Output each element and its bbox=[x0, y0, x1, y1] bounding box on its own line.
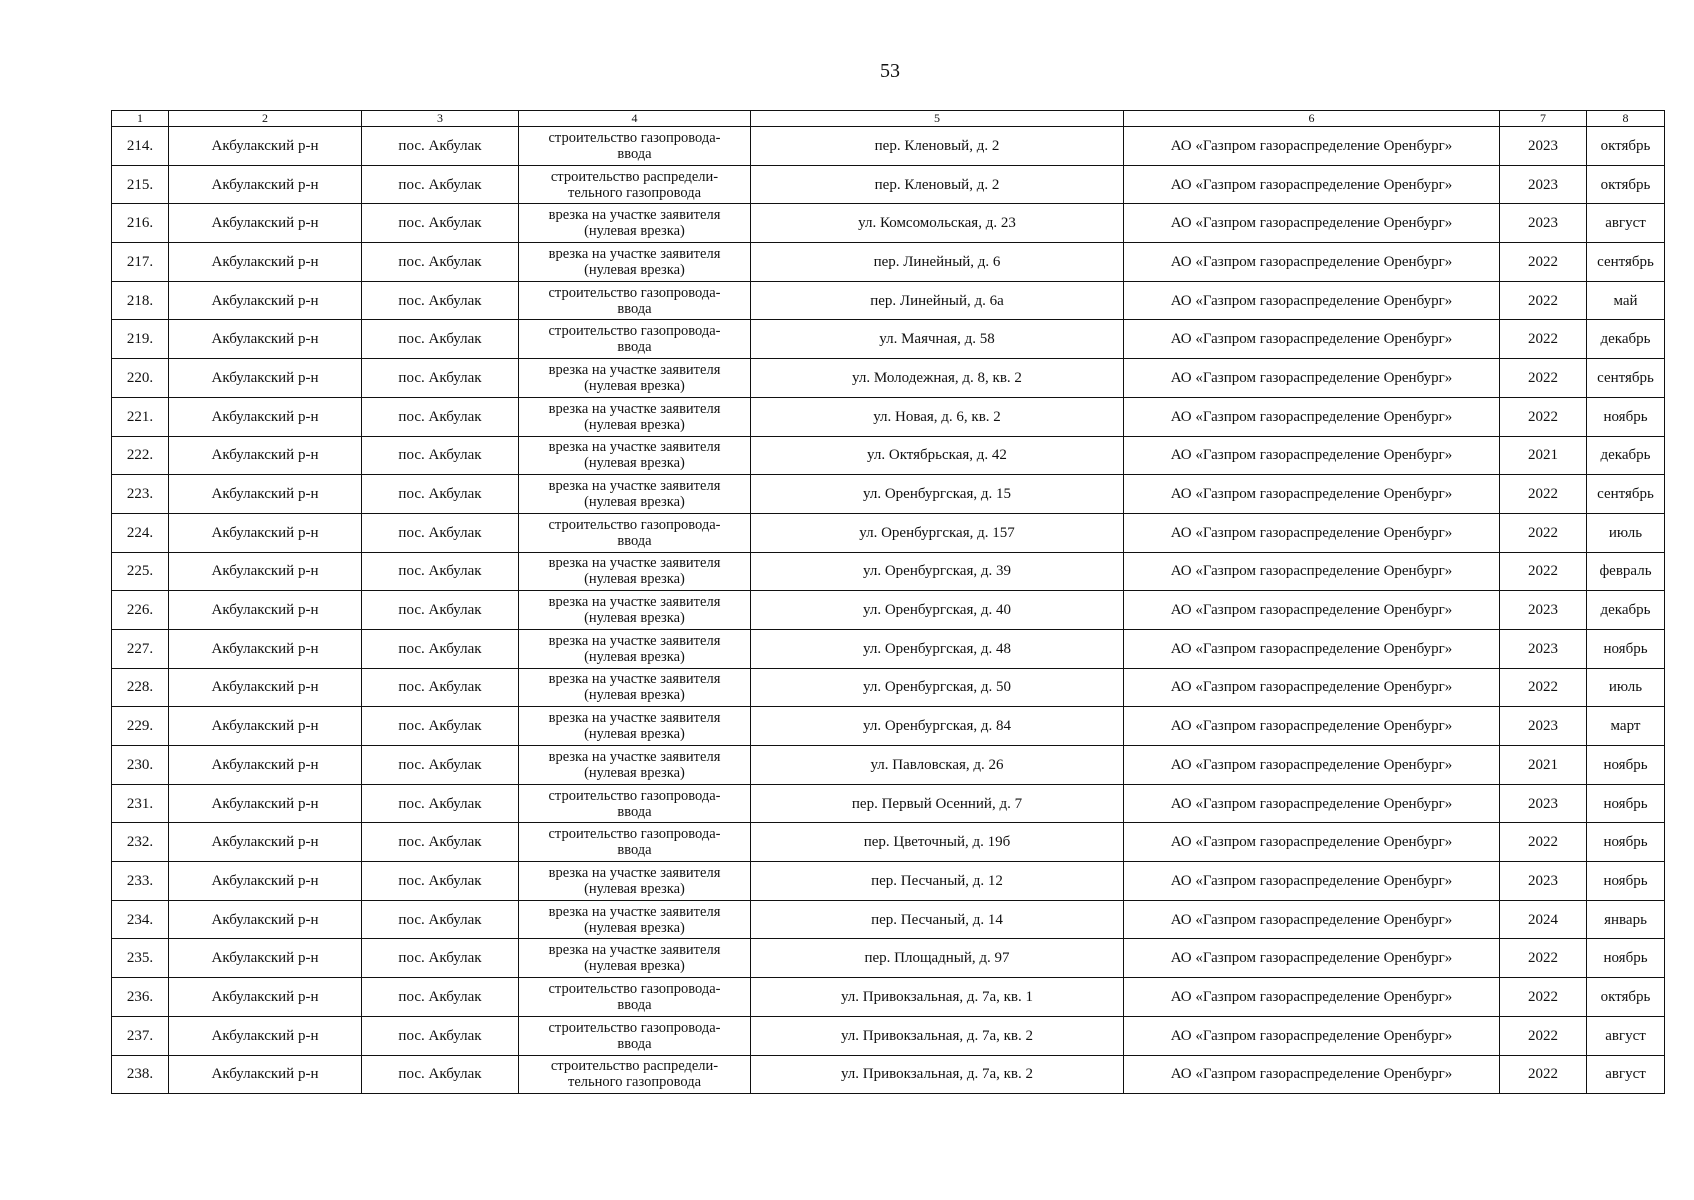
work-type-cell bbox=[519, 900, 751, 939]
address-cell: ул. Оренбургская, д. 84 bbox=[751, 707, 1124, 746]
year-cell: 2022 bbox=[1500, 281, 1587, 320]
year-cell: 2022 bbox=[1500, 359, 1587, 398]
district-cell: Акбулакский р-н bbox=[169, 823, 362, 862]
column-number: 8 bbox=[1587, 111, 1665, 127]
row-number-cell: 234. bbox=[112, 900, 169, 939]
organization-cell: АО «Газпром газораспределение Оренбург» bbox=[1124, 436, 1500, 475]
work-type-cell bbox=[519, 978, 751, 1017]
row-number-cell: 228. bbox=[112, 668, 169, 707]
settlement-cell: пос. Акбулак bbox=[362, 707, 519, 746]
month-cell: сентябрь bbox=[1587, 359, 1665, 398]
table-row bbox=[112, 436, 1665, 475]
work-type-cell bbox=[519, 823, 751, 862]
work-type-line: (нулевая врезка) bbox=[584, 919, 685, 936]
work-type-line: строительство газопровода- bbox=[548, 787, 721, 804]
address-cell: ул. Оренбургская, д. 157 bbox=[751, 513, 1124, 552]
organization-cell: АО «Газпром газораспределение Оренбург» bbox=[1124, 243, 1500, 282]
organization-cell: АО «Газпром газораспределение Оренбург» bbox=[1124, 591, 1500, 630]
settlement-cell: пос. Акбулак bbox=[362, 475, 519, 514]
year-cell: 2022 bbox=[1500, 475, 1587, 514]
month-cell: ноябрь bbox=[1587, 746, 1665, 785]
district-cell: Акбулакский р-н bbox=[169, 591, 362, 630]
organization-cell: АО «Газпром газораспределение Оренбург» bbox=[1124, 475, 1500, 514]
year-cell: 2022 bbox=[1500, 1016, 1587, 1055]
address-cell: пер. Песчаный, д. 14 bbox=[751, 900, 1124, 939]
settlement-cell: пос. Акбулак bbox=[362, 397, 519, 436]
month-cell: март bbox=[1587, 707, 1665, 746]
work-type-line: строительство газопровода- bbox=[548, 826, 721, 843]
address-cell: ул. Комсомольская, д. 23 bbox=[751, 204, 1124, 243]
organization-cell: АО «Газпром газораспределение Оренбург» bbox=[1124, 1016, 1500, 1055]
column-number: 2 bbox=[169, 111, 362, 127]
address-cell: ул. Оренбургская, д. 15 bbox=[751, 475, 1124, 514]
table-body bbox=[112, 127, 1665, 1094]
row-number-cell: 221. bbox=[112, 397, 169, 436]
row-number-cell: 232. bbox=[112, 823, 169, 862]
organization-cell: АО «Газпром газораспределение Оренбург» bbox=[1124, 320, 1500, 359]
work-type-line: врезка на участке заявителя bbox=[548, 864, 721, 881]
row-number-cell: 220. bbox=[112, 359, 169, 398]
organization-cell: АО «Газпром газораспределение Оренбург» bbox=[1124, 784, 1500, 823]
district-cell: Акбулакский р-н bbox=[169, 668, 362, 707]
settlement-cell: пос. Акбулак bbox=[362, 281, 519, 320]
table-row bbox=[112, 513, 1665, 552]
work-type-line: (нулевая врезка) bbox=[584, 223, 685, 240]
address-cell: пер. Кленовый, д. 2 bbox=[751, 127, 1124, 166]
settlement-cell: пос. Акбулак bbox=[362, 862, 519, 901]
work-type-line: (нулевая врезка) bbox=[584, 455, 685, 472]
work-type-cell bbox=[519, 243, 751, 282]
organization-cell: АО «Газпром газораспределение Оренбург» bbox=[1124, 746, 1500, 785]
column-number: 1 bbox=[112, 111, 169, 127]
address-cell: ул. Оренбургская, д. 39 bbox=[751, 552, 1124, 591]
organization-cell: АО «Газпром газораспределение Оренбург» bbox=[1124, 939, 1500, 978]
month-cell: июль bbox=[1587, 513, 1665, 552]
district-cell: Акбулакский р-н bbox=[169, 862, 362, 901]
work-type-line: врезка на участке заявителя bbox=[548, 748, 721, 765]
work-type-line: врезка на участке заявителя bbox=[548, 361, 721, 378]
settlement-cell: пос. Акбулак bbox=[362, 1055, 519, 1094]
page-number: 53 bbox=[880, 60, 900, 82]
table-row bbox=[112, 127, 1665, 166]
settlement-cell: пос. Акбулак bbox=[362, 243, 519, 282]
month-cell: ноябрь bbox=[1587, 629, 1665, 668]
table-row bbox=[112, 900, 1665, 939]
row-number-cell: 218. bbox=[112, 281, 169, 320]
table-row bbox=[112, 784, 1665, 823]
row-number-cell: 236. bbox=[112, 978, 169, 1017]
month-cell: ноябрь bbox=[1587, 862, 1665, 901]
work-type-line: (нулевая врезка) bbox=[584, 648, 685, 665]
month-cell: февраль bbox=[1587, 552, 1665, 591]
work-type-line: врезка на участке заявителя bbox=[548, 942, 721, 959]
column-number: 6 bbox=[1124, 111, 1500, 127]
settlement-cell: пос. Акбулак bbox=[362, 746, 519, 785]
table-row bbox=[112, 475, 1665, 514]
work-type-cell bbox=[519, 862, 751, 901]
work-type-line: (нулевая врезка) bbox=[584, 610, 685, 627]
row-number-cell: 217. bbox=[112, 243, 169, 282]
work-type-cell bbox=[519, 1055, 751, 1094]
year-cell: 2023 bbox=[1500, 784, 1587, 823]
address-cell: ул. Октябрьская, д. 42 bbox=[751, 436, 1124, 475]
work-type-line: (нулевая врезка) bbox=[584, 261, 685, 278]
row-number-cell: 233. bbox=[112, 862, 169, 901]
work-type-line: врезка на участке заявителя bbox=[548, 478, 721, 495]
year-cell: 2022 bbox=[1500, 320, 1587, 359]
work-type-line: строительство газопровода- bbox=[548, 129, 721, 146]
organization-cell: АО «Газпром газораспределение Оренбург» bbox=[1124, 823, 1500, 862]
address-cell: ул. Оренбургская, д. 40 bbox=[751, 591, 1124, 630]
organization-cell: АО «Газпром газораспределение Оренбург» bbox=[1124, 552, 1500, 591]
organization-cell: АО «Газпром газораспределение Оренбург» bbox=[1124, 397, 1500, 436]
organization-cell: АО «Газпром газораспределение Оренбург» bbox=[1124, 359, 1500, 398]
work-type-line: врезка на участке заявителя bbox=[548, 903, 721, 920]
work-type-cell bbox=[519, 127, 751, 166]
table-row bbox=[112, 165, 1665, 204]
year-cell: 2023 bbox=[1500, 591, 1587, 630]
district-cell: Акбулакский р-н bbox=[169, 475, 362, 514]
address-cell: пер. Песчаный, д. 12 bbox=[751, 862, 1124, 901]
month-cell: декабрь bbox=[1587, 320, 1665, 359]
work-type-line: ввода bbox=[617, 300, 652, 317]
row-number-cell: 237. bbox=[112, 1016, 169, 1055]
district-cell: Акбулакский р-н bbox=[169, 1055, 362, 1094]
table-row bbox=[112, 552, 1665, 591]
settlement-cell: пос. Акбулак bbox=[362, 204, 519, 243]
table-row bbox=[112, 281, 1665, 320]
address-cell: пер. Площадный, д. 97 bbox=[751, 939, 1124, 978]
year-cell: 2022 bbox=[1500, 823, 1587, 862]
work-type-cell bbox=[519, 629, 751, 668]
work-type-line: врезка на участке заявителя bbox=[548, 439, 721, 456]
work-type-line: (нулевая врезка) bbox=[584, 958, 685, 975]
table-row bbox=[112, 629, 1665, 668]
work-type-line: (нулевая врезка) bbox=[584, 880, 685, 897]
work-type-cell bbox=[519, 746, 751, 785]
work-type-line: врезка на участке заявителя bbox=[548, 207, 721, 224]
district-cell: Акбулакский р-н bbox=[169, 1016, 362, 1055]
work-type-cell bbox=[519, 513, 751, 552]
table-row bbox=[112, 939, 1665, 978]
row-number-cell: 226. bbox=[112, 591, 169, 630]
work-type-line: врезка на участке заявителя bbox=[548, 594, 721, 611]
month-cell: ноябрь bbox=[1587, 823, 1665, 862]
work-type-cell bbox=[519, 591, 751, 630]
work-type-cell bbox=[519, 436, 751, 475]
row-number-cell: 224. bbox=[112, 513, 169, 552]
column-number: 5 bbox=[751, 111, 1124, 127]
year-cell: 2021 bbox=[1500, 436, 1587, 475]
address-cell: пер. Цветочный, д. 19б bbox=[751, 823, 1124, 862]
table-row bbox=[112, 978, 1665, 1017]
year-cell: 2022 bbox=[1500, 939, 1587, 978]
table-row bbox=[112, 746, 1665, 785]
work-type-line: врезка на участке заявителя bbox=[548, 632, 721, 649]
row-number-cell: 219. bbox=[112, 320, 169, 359]
organization-cell: АО «Газпром газораспределение Оренбург» bbox=[1124, 668, 1500, 707]
work-type-line: (нулевая врезка) bbox=[584, 687, 685, 704]
work-type-cell bbox=[519, 784, 751, 823]
row-number-cell: 229. bbox=[112, 707, 169, 746]
work-type-line: (нулевая врезка) bbox=[584, 494, 685, 511]
settlement-cell: пос. Акбулак bbox=[362, 784, 519, 823]
organization-cell: АО «Газпром газораспределение Оренбург» bbox=[1124, 127, 1500, 166]
address-cell: ул. Оренбургская, д. 48 bbox=[751, 629, 1124, 668]
district-cell: Акбулакский р-н bbox=[169, 939, 362, 978]
month-cell: август bbox=[1587, 1055, 1665, 1094]
settlement-cell: пос. Акбулак bbox=[362, 939, 519, 978]
organization-cell: АО «Газпром газораспределение Оренбург» bbox=[1124, 1055, 1500, 1094]
work-type-line: (нулевая врезка) bbox=[584, 726, 685, 743]
row-number-cell: 230. bbox=[112, 746, 169, 785]
year-cell: 2023 bbox=[1500, 165, 1587, 204]
year-cell: 2023 bbox=[1500, 707, 1587, 746]
table-row bbox=[112, 707, 1665, 746]
work-type-cell bbox=[519, 320, 751, 359]
table-row bbox=[112, 397, 1665, 436]
settlement-cell: пос. Акбулак bbox=[362, 436, 519, 475]
address-cell: пер. Линейный, д. 6 bbox=[751, 243, 1124, 282]
month-cell: ноябрь bbox=[1587, 397, 1665, 436]
row-number-cell: 227. bbox=[112, 629, 169, 668]
month-cell: июль bbox=[1587, 668, 1665, 707]
district-cell: Акбулакский р-н bbox=[169, 359, 362, 398]
table-row bbox=[112, 1055, 1665, 1094]
work-type-line: ввода bbox=[617, 1035, 652, 1052]
table-row bbox=[112, 862, 1665, 901]
district-cell: Акбулакский р-н bbox=[169, 243, 362, 282]
work-type-line: врезка на участке заявителя bbox=[548, 710, 721, 727]
address-cell: пер. Первый Осенний, д. 7 bbox=[751, 784, 1124, 823]
table-row bbox=[112, 668, 1665, 707]
settlement-cell: пос. Акбулак bbox=[362, 513, 519, 552]
district-cell: Акбулакский р-н bbox=[169, 320, 362, 359]
work-type-cell bbox=[519, 359, 751, 398]
address-cell: пер. Линейный, д. 6а bbox=[751, 281, 1124, 320]
settlement-cell: пос. Акбулак bbox=[362, 320, 519, 359]
settlement-cell: пос. Акбулак bbox=[362, 127, 519, 166]
work-type-line: ввода bbox=[617, 803, 652, 820]
table-row bbox=[112, 320, 1665, 359]
district-cell: Акбулакский р-н bbox=[169, 281, 362, 320]
address-cell: ул. Новая, д. 6, кв. 2 bbox=[751, 397, 1124, 436]
address-cell: ул. Привокзальная, д. 7а, кв. 2 bbox=[751, 1016, 1124, 1055]
work-type-line: тельного газопровода bbox=[567, 1074, 702, 1091]
column-number: 7 bbox=[1500, 111, 1587, 127]
work-type-cell bbox=[519, 939, 751, 978]
year-cell: 2022 bbox=[1500, 1055, 1587, 1094]
month-cell: январь bbox=[1587, 900, 1665, 939]
district-cell: Акбулакский р-н bbox=[169, 784, 362, 823]
column-number: 4 bbox=[519, 111, 751, 127]
work-type-cell bbox=[519, 668, 751, 707]
work-type-line: строительство распредели- bbox=[550, 1058, 719, 1075]
table-row bbox=[112, 1016, 1665, 1055]
year-cell: 2022 bbox=[1500, 243, 1587, 282]
district-cell: Акбулакский р-н bbox=[169, 513, 362, 552]
work-type-cell bbox=[519, 281, 751, 320]
work-type-line: ввода bbox=[617, 339, 652, 356]
month-cell: декабрь bbox=[1587, 436, 1665, 475]
settlement-cell: пос. Акбулак bbox=[362, 668, 519, 707]
row-number-cell: 225. bbox=[112, 552, 169, 591]
address-cell: ул. Павловская, д. 26 bbox=[751, 746, 1124, 785]
month-cell: сентябрь bbox=[1587, 475, 1665, 514]
organization-cell: АО «Газпром газораспределение Оренбург» bbox=[1124, 707, 1500, 746]
work-type-cell bbox=[519, 165, 751, 204]
work-type-line: строительство газопровода- bbox=[548, 323, 721, 340]
settlement-cell: пос. Акбулак bbox=[362, 1016, 519, 1055]
row-number-cell: 223. bbox=[112, 475, 169, 514]
organization-cell: АО «Газпром газораспределение Оренбург» bbox=[1124, 165, 1500, 204]
year-cell: 2023 bbox=[1500, 204, 1587, 243]
address-cell: ул. Привокзальная, д. 7а, кв. 2 bbox=[751, 1055, 1124, 1094]
organization-cell: АО «Газпром газораспределение Оренбург» bbox=[1124, 629, 1500, 668]
work-type-cell bbox=[519, 552, 751, 591]
year-cell: 2022 bbox=[1500, 978, 1587, 1017]
district-cell: Акбулакский р-н bbox=[169, 746, 362, 785]
settlement-cell: пос. Акбулак bbox=[362, 823, 519, 862]
work-type-line: строительство газопровода- bbox=[548, 284, 721, 301]
year-cell: 2021 bbox=[1500, 746, 1587, 785]
district-cell: Акбулакский р-н bbox=[169, 127, 362, 166]
work-type-line: ввода bbox=[617, 532, 652, 549]
settlement-cell: пос. Акбулак bbox=[362, 552, 519, 591]
address-cell: ул. Оренбургская, д. 50 bbox=[751, 668, 1124, 707]
month-cell: август bbox=[1587, 204, 1665, 243]
organization-cell: АО «Газпром газораспределение Оренбург» bbox=[1124, 204, 1500, 243]
work-type-cell bbox=[519, 707, 751, 746]
district-cell: Акбулакский р-н bbox=[169, 204, 362, 243]
month-cell: октябрь bbox=[1587, 165, 1665, 204]
work-type-line: тельного газопровода bbox=[567, 184, 702, 201]
work-type-line: врезка на участке заявителя bbox=[548, 400, 721, 417]
settlement-cell: пос. Акбулак bbox=[362, 359, 519, 398]
month-cell: октябрь bbox=[1587, 127, 1665, 166]
row-number-cell: 222. bbox=[112, 436, 169, 475]
work-type-line: ввода bbox=[617, 996, 652, 1013]
address-cell: ул. Молодежная, д. 8, кв. 2 bbox=[751, 359, 1124, 398]
year-cell: 2023 bbox=[1500, 629, 1587, 668]
row-number-cell: 235. bbox=[112, 939, 169, 978]
work-type-line: врезка на участке заявителя bbox=[548, 245, 721, 262]
district-cell: Акбулакский р-н bbox=[169, 629, 362, 668]
column-number: 3 bbox=[362, 111, 519, 127]
work-type-line: врезка на участке заявителя bbox=[548, 555, 721, 572]
work-type-cell bbox=[519, 204, 751, 243]
work-type-line: (нулевая врезка) bbox=[584, 377, 685, 394]
district-cell: Акбулакский р-н bbox=[169, 978, 362, 1017]
year-cell: 2023 bbox=[1500, 127, 1587, 166]
month-cell: август bbox=[1587, 1016, 1665, 1055]
row-number-cell: 216. bbox=[112, 204, 169, 243]
district-cell: Акбулакский р-н bbox=[169, 707, 362, 746]
work-type-line: (нулевая врезка) bbox=[584, 764, 685, 781]
year-cell: 2022 bbox=[1500, 668, 1587, 707]
address-cell: пер. Кленовый, д. 2 bbox=[751, 165, 1124, 204]
address-cell: ул. Привокзальная, д. 7а, кв. 1 bbox=[751, 978, 1124, 1017]
settlement-cell: пос. Акбулак bbox=[362, 591, 519, 630]
settlement-cell: пос. Акбулак bbox=[362, 629, 519, 668]
organization-cell: АО «Газпром газораспределение Оренбург» bbox=[1124, 862, 1500, 901]
work-type-line: строительство газопровода- bbox=[548, 1019, 721, 1036]
gas-works-table bbox=[111, 110, 1665, 1094]
month-cell: май bbox=[1587, 281, 1665, 320]
work-type-line: (нулевая врезка) bbox=[584, 571, 685, 588]
month-cell: сентябрь bbox=[1587, 243, 1665, 282]
work-type-cell bbox=[519, 397, 751, 436]
work-type-line: ввода bbox=[617, 842, 652, 859]
district-cell: Акбулакский р-н bbox=[169, 397, 362, 436]
address-cell: ул. Маячная, д. 58 bbox=[751, 320, 1124, 359]
settlement-cell: пос. Акбулак bbox=[362, 978, 519, 1017]
district-cell: Акбулакский р-н bbox=[169, 165, 362, 204]
organization-cell: АО «Газпром газораспределение Оренбург» bbox=[1124, 281, 1500, 320]
settlement-cell: пос. Акбулак bbox=[362, 900, 519, 939]
row-number-cell: 214. bbox=[112, 127, 169, 166]
year-cell: 2022 bbox=[1500, 513, 1587, 552]
work-type-cell bbox=[519, 475, 751, 514]
settlement-cell: пос. Акбулак bbox=[362, 165, 519, 204]
district-cell: Акбулакский р-н bbox=[169, 436, 362, 475]
district-cell: Акбулакский р-н bbox=[169, 900, 362, 939]
month-cell: декабрь bbox=[1587, 591, 1665, 630]
table-row bbox=[112, 359, 1665, 398]
organization-cell: АО «Газпром газораспределение Оренбург» bbox=[1124, 900, 1500, 939]
organization-cell: АО «Газпром газораспределение Оренбург» bbox=[1124, 978, 1500, 1017]
work-type-line: врезка на участке заявителя bbox=[548, 671, 721, 688]
table-row bbox=[112, 204, 1665, 243]
column-number-row bbox=[112, 111, 1665, 127]
month-cell: ноябрь bbox=[1587, 784, 1665, 823]
table-row bbox=[112, 243, 1665, 282]
year-cell: 2023 bbox=[1500, 862, 1587, 901]
row-number-cell: 231. bbox=[112, 784, 169, 823]
year-cell: 2022 bbox=[1500, 397, 1587, 436]
work-type-line: строительство газопровода- bbox=[548, 980, 721, 997]
table-row bbox=[112, 591, 1665, 630]
table-row bbox=[112, 823, 1665, 862]
work-type-cell bbox=[519, 1016, 751, 1055]
work-type-line: (нулевая врезка) bbox=[584, 416, 685, 433]
work-type-line: строительство распредели- bbox=[550, 168, 719, 185]
work-type-line: ввода bbox=[617, 145, 652, 162]
year-cell: 2024 bbox=[1500, 900, 1587, 939]
row-number-cell: 238. bbox=[112, 1055, 169, 1094]
organization-cell: АО «Газпром газораспределение Оренбург» bbox=[1124, 513, 1500, 552]
work-type-line: строительство газопровода- bbox=[548, 516, 721, 533]
month-cell: октябрь bbox=[1587, 978, 1665, 1017]
month-cell: ноябрь bbox=[1587, 939, 1665, 978]
row-number-cell: 215. bbox=[112, 165, 169, 204]
year-cell: 2022 bbox=[1500, 552, 1587, 591]
district-cell: Акбулакский р-н bbox=[169, 552, 362, 591]
